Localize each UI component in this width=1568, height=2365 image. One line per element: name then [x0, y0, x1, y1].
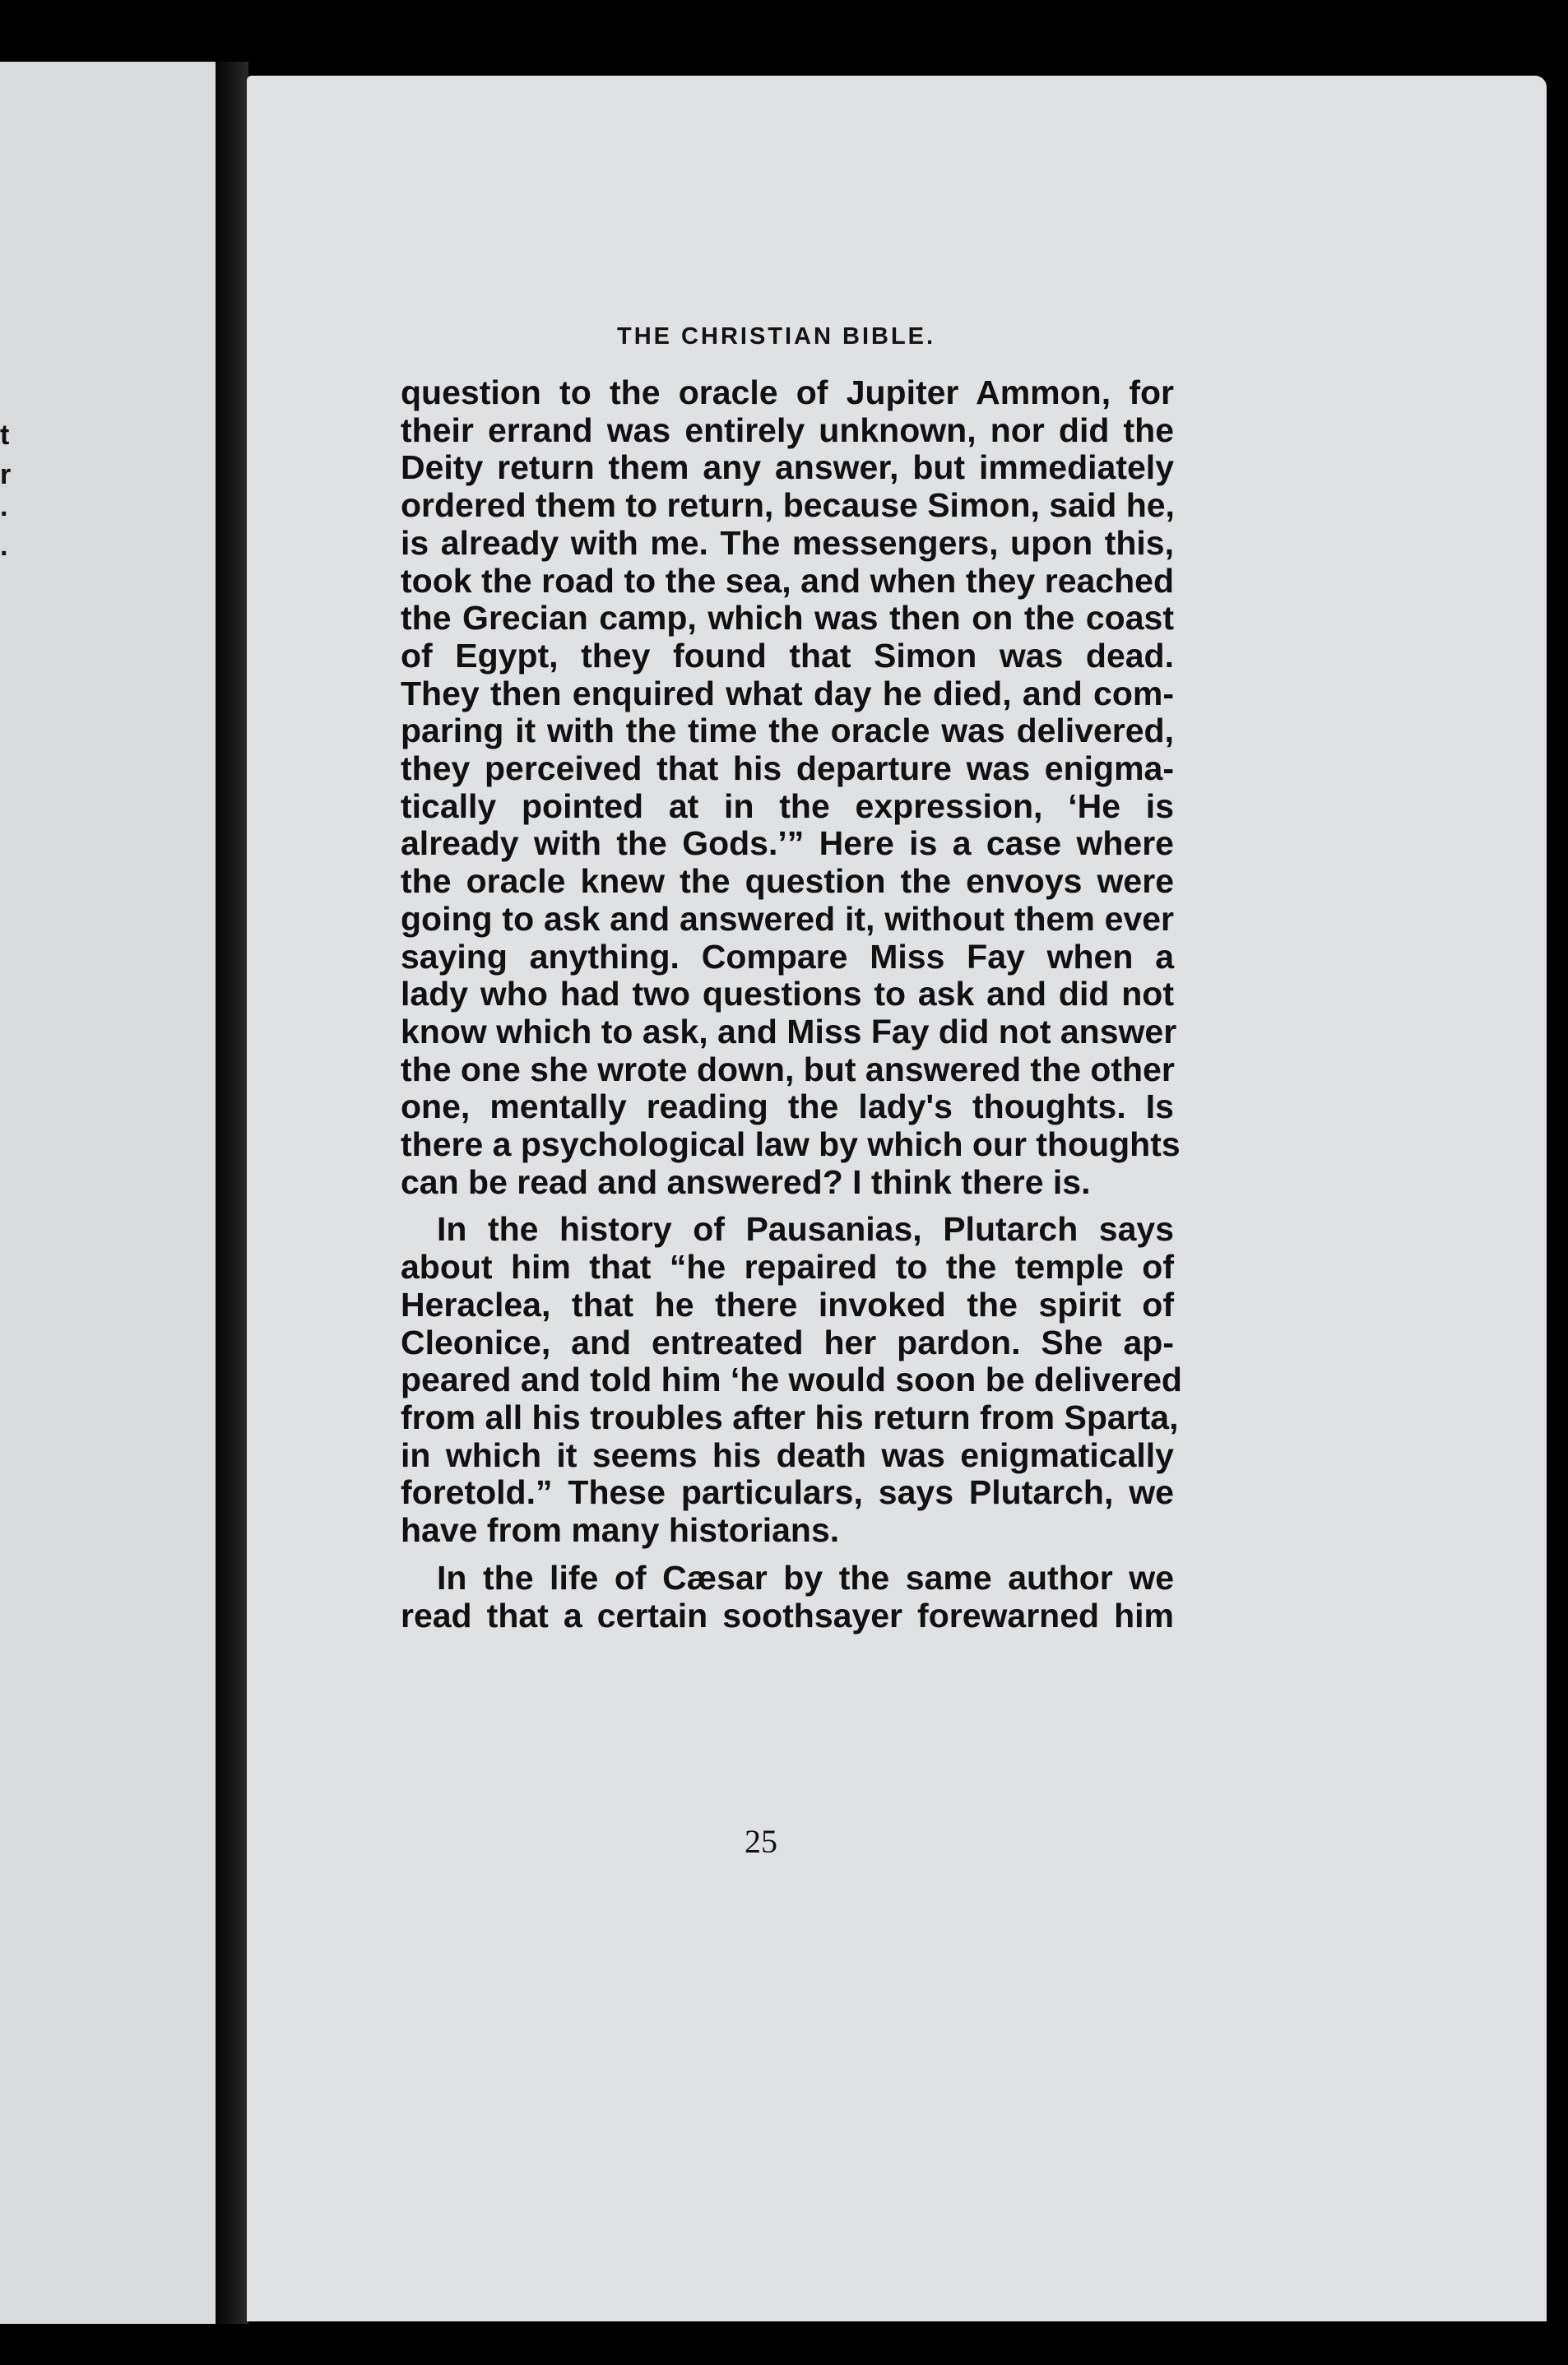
- text-line: saying anything. Compare Miss Fay when a: [401, 937, 1174, 976]
- text-line: Cleonice, and entreated her pardon. She ap-: [401, 1323, 1174, 1361]
- text-line: lady who had two questions to ask and did not: [401, 975, 1174, 1013]
- text-line: going to ask and answered it, without them ever: [401, 899, 1174, 938]
- margin-letter: t: [0, 420, 10, 451]
- running-head: THE CHRISTIAN BIBLE.: [617, 323, 936, 350]
- text-line: tically pointed at in the expression, ‘He is: [401, 786, 1174, 825]
- text-line: the one she wrote down, but answered the other: [401, 1050, 1175, 1088]
- text-line: know which to ask, and Miss Fay did not answer: [401, 1012, 1177, 1050]
- text-line: they perceived that his departure was enigma-: [401, 749, 1174, 788]
- text-line: already with the Gods.’” Here is a case where: [401, 824, 1174, 863]
- text-line: In the history of Pausanias, Plutarch says: [437, 1210, 1174, 1249]
- text-line: can be read and answered? I think there is.: [401, 1162, 1091, 1201]
- text-line: is already with me. The messengers, upon this,: [401, 523, 1174, 562]
- text-line: They then enquired what day he died, and com-: [401, 674, 1174, 712]
- text-line: their errand was entirely unknown, nor did the: [401, 410, 1174, 449]
- text-line: there a psychological law by which our thoughts: [401, 1125, 1181, 1164]
- text-line: one, mentally reading the lady's thoughts. Is: [401, 1087, 1174, 1126]
- text-line: took the road to the sea, and when they reached: [401, 561, 1174, 600]
- page-number: 25: [745, 1823, 777, 1860]
- text-line: from all his troubles after his return from Sparta,: [401, 1398, 1179, 1436]
- text-line: in which it seems his death was enigmatically: [401, 1435, 1174, 1474]
- text-line: foretold.” These particulars, says Plutarch, we: [401, 1473, 1174, 1512]
- margin-letter: ·: [0, 499, 10, 530]
- paragraph: [401, 1560, 1174, 1635]
- left-page-edge: [0, 62, 216, 2324]
- text-line: the Grecian camp, which was then on the coast: [401, 599, 1174, 638]
- text-line: read that a certain soothsayer forewarned him: [401, 1596, 1174, 1635]
- text-line: the oracle knew the question the envoys were: [401, 862, 1174, 901]
- text-line: Deity return them any answer, but immediately: [401, 448, 1174, 487]
- text-line: paring it with the time the oracle was delivered,: [401, 712, 1174, 750]
- margin-letter: ·: [0, 538, 10, 569]
- book-gutter: [216, 62, 248, 2324]
- text-line: In the life of Cæsar by the same author we: [437, 1558, 1174, 1597]
- text-line: peared and told him ‘he would soon be delivered: [401, 1361, 1182, 1399]
- text-line: Heraclea, that he there invoked the spirit of: [401, 1285, 1174, 1324]
- left-margin-letters: [0, 415, 25, 573]
- text-line: of Egypt, they found that Simon was dead.: [401, 636, 1174, 675]
- paragraph: [401, 373, 1181, 1201]
- paragraph: [401, 1210, 1182, 1550]
- text-line: ordered them to return, because Simon, said he,: [401, 486, 1175, 525]
- margin-letter: r: [0, 459, 12, 490]
- body-text: [401, 373, 1182, 1635]
- text-line: have from many historians.: [401, 1511, 840, 1550]
- text-line: question to the oracle of Jupiter Ammon, for: [401, 373, 1174, 411]
- text-line: about him that “he repaired to the temple of: [401, 1248, 1174, 1287]
